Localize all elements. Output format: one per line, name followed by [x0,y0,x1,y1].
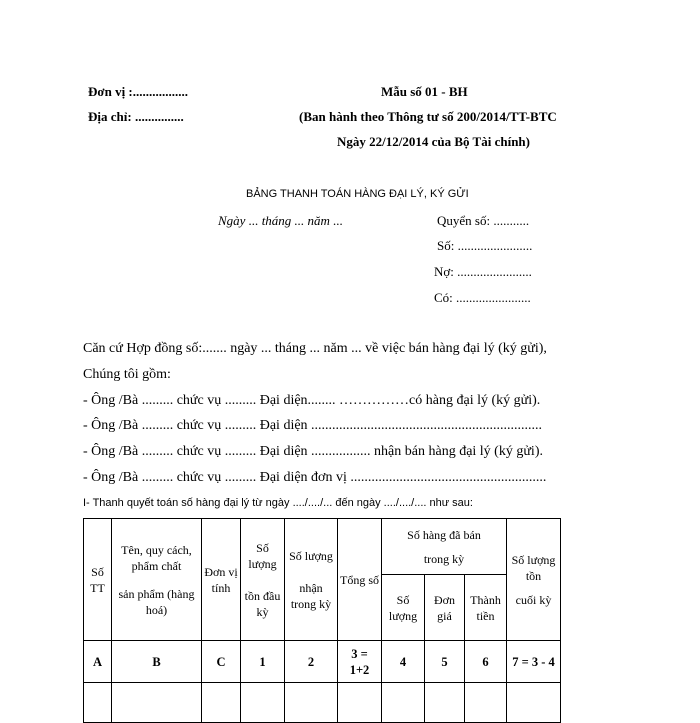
header-opening-label-b: tồn đầu kỳ [244,588,281,619]
header-closing-label-a: Số lượng tồn [511,552,556,583]
representative-3: - Ông /Bà ......... chức vụ ......... Đại diện ................. nhận bán hàng đại lý (ký gửi). [83,444,543,459]
table-cell [425,683,465,723]
header-closing [507,519,561,641]
form-number: Mẫu số 01 - BH [381,84,468,99]
table-cell [382,683,425,723]
credit-account: Có: ....................... [434,290,531,305]
document-title: BẢNG THANH TOÁN HÀNG ĐẠI LÝ, KÝ GỬI [246,188,469,200]
header-received-label-b: nhận trong kỳ [290,580,332,611]
header-name [112,519,202,641]
book-number: Quyển số: ........... [437,213,530,228]
header-unit [202,519,241,641]
header-received [285,519,338,641]
contract-line: Căn cứ Hợp đồng số:....... ngày ... tháng ... năm ... về việc bán hàng đại lý (ký gửi), [83,341,547,356]
ref-cell-2: 2 [285,641,338,683]
ref-cell-b: B [112,641,202,683]
legal-basis-line1: (Ban hành theo Thông tư số 200/2014/TT-BTC [299,109,557,124]
header-stt [84,519,112,641]
legal-basis-line2: Ngày 22/12/2014 của Bộ Tài chính) [337,134,530,149]
table-header-row [84,519,561,575]
header-sold-qty [382,575,425,641]
header-received-label-a: Số lượng [289,548,333,563]
header-sold-amount [465,575,507,641]
header-total-label: Tổng số [340,572,379,587]
header-sold-amount-label: Thành tiền [470,592,501,623]
representative-1: - Ông /Bà ......... chức vụ ......... Đại diện........ ……………có hàng đại lý (ký gửi). [83,393,541,408]
header-sold-label-b: trong kỳ [423,551,465,566]
table-cell [285,683,338,723]
debit-account: Nợ: ....................... [434,264,532,279]
date-line: Ngày ... tháng ... năm ... [218,213,343,228]
header-sold [382,519,507,575]
header-name-label-a: Tên, quy cách, phẩm chất [121,542,192,573]
header-opening-label-a: Số lượng [248,540,277,571]
ref-cell-6: 6 [465,641,507,683]
table-cell [241,683,285,723]
voucher-number: Số: ....................... [437,238,533,253]
representative-2: - Ông /Bà ......... chức vụ ......... Đại diện .................................................................. [83,418,543,433]
header-stt-label: Số TT [90,564,105,595]
ref-cell-5: 5 [425,641,465,683]
header-total [338,519,382,641]
settlement-table [83,518,561,723]
header-sold-price [425,575,465,641]
table-cell [465,683,507,723]
participants-heading: Chúng tôi gồm: [83,367,171,382]
ref-cell-a: A [84,641,112,683]
address-label: Địa chỉ: ............... [88,109,184,124]
ref-cell-7: 7 = 3 - 4 [507,641,561,683]
unit-label: Đơn vị :................. [88,84,189,99]
table-cell [202,683,241,723]
header-sold-label-a: Số hàng đã bán [407,527,481,542]
representative-4: - Ông /Bà ......... chức vụ ......... Đại diện đơn vị ........................................................ [83,470,547,485]
table-row [84,683,561,723]
table-cell [507,683,561,723]
table-cell [338,683,382,723]
ref-cell-c: C [202,641,241,683]
table-cell [84,683,112,723]
ref-cell-1: 1 [241,641,285,683]
ref-cell-4: 4 [382,641,425,683]
header-unit-label: Đơn vị tính [204,564,238,595]
header-sold-price-label: Đơn giá [433,592,455,623]
table-reference-row [84,641,561,683]
header-closing-label-b: cuối kỳ [515,592,552,607]
ref-cell-3: 3 = 1+2 [338,641,382,683]
table-cell [112,683,202,723]
header-opening [241,519,285,641]
section-1-heading: I- Thanh quyết toán số hàng đại lý từ ngày ..../..../... đến ngày ..../..../.... như sau: [83,497,473,509]
header-sold-qty-label: Số lượng [388,592,418,623]
header-name-label-b: sản phẩm (hàng hoá) [118,586,195,617]
